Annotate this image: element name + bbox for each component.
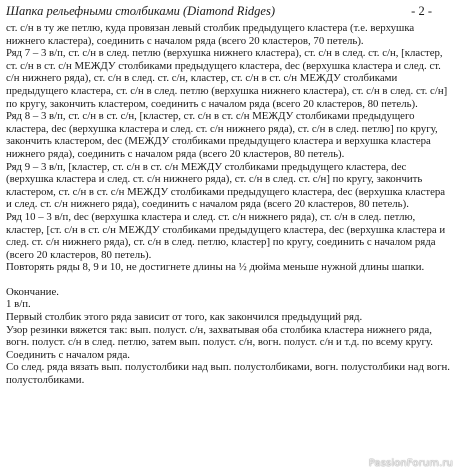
document-body — [6, 22, 450, 387]
paragraph-row10: Ряд 10 – 3 в/п, dec (верхушка кластера и след. ст. с/н нижнего ряда), ст. с/н в след. петлю, кластер, [ст. с/н в ст. с/н МЕЖДУ столбиками предыдущего кластера, dec (верхушка кластера и след. ст. с/н нижнего ряда), ст. с/н в след. петлю, кластер] по кругу, соединить с началом ряда (всего 20 кластеров, 80 петель). — [6, 210, 446, 261]
page-header — [6, 4, 450, 20]
paragraph-row8: Ряд 8 – 3 в/п, ст. с/н в ст. с/н, [кластер, ст. с/н в ст. с/н МЕЖДУ столбиками предыдущего кластера, dec (верхушка кластера и след. ст. с/н нижнего ряда), ст. с/н в след. петлю] по кругу, закончить кластером, dec (МЕЖДУ столбиками предыдущего кластера и верхушка кластера нижнего ряда), соединить с началом ряда (всего 20 кластеров, 80 петель). — [6, 110, 438, 160]
page-number: - 2 - — [411, 4, 432, 18]
watermark: PassionForum.ru — [368, 458, 453, 469]
document-title: Шапка рельефными столбиками (Diamond Ridges) — [6, 4, 275, 18]
paragraph-row6-end: ст. с/н в ту же петлю, куда провязан левый столбик предыдущего кластера (т.е. верхушка нижнего кластера), соединить с началом ряда (всего 20 кластеров, 70 петель). — [6, 22, 415, 47]
section-gap — [6, 274, 450, 286]
ending-heading: Окончание. — [6, 285, 59, 298]
ending-line: 1 в/п. — [6, 298, 31, 311]
ending-line: Узор резинки вяжется так: вып. полуст. с/н, захватывая оба столбика кластера нижнего ряда, вогн. полуст. с/н в след. петлю, затем вып. полуст. с/н, вогн. полуст. с/н и т.д. по всему кругу. Соединить с началом ряда. — [6, 323, 433, 361]
paragraph-repeat: Повторять ряды 8, 9 и 10, не достигнете длины на ½ дюйма меньше нужной длины шапки. — [6, 261, 425, 274]
paragraph-row7: Ряд 7 – 3 в/п, ст. с/н в след. петлю (верхушка нижнего кластера), ст. с/н в след. ст. с/н, [кластер, ст. с/н в ст. с/н МЕЖДУ столбиками предыдущего кластера, dec (верхушка кластера и след. ст. с/н нижнего ряда), ст. с/н в след. ст. с/н, кластер, ст. с/н в ст. с/н МЕЖДУ столбиками предыдущего кластера, ст. с/н в след. петлю (верхушка нижнего кластера), ст. с/н в след. ст. с/н] по кругу, закончить кластером, соединить с началом ряда (всего 20 кластеров, 80 петель). — [6, 47, 448, 110]
ending-line: Первый столбик этого ряда зависит от того, как закончился предыдущий ряд. — [6, 311, 363, 324]
paragraph-row9: Ряд 9 – 3 в/п, [кластер, ст. с/н в ст. с/н МЕЖДУ столбиками предыдущего кластера, dec (верхушка кластера и след. ст. с/н нижнего ряда), ст. с/н в след. ст. с/н] по кругу, закончить кластером, ст. с/н в ст. с/н МЕЖДУ столбиками предыдущего кластера, dec (верхушка кластера и след. ст. с/н нижнего ряда), соединить с началом ряда (всего 20 кластеров, 80 петель). — [6, 160, 446, 211]
ending-line: Со след. ряда вязать вып. полустолбики над вып. полустолбиками, вогн. полустолбики над вогн. полустолбиками. — [6, 361, 450, 387]
